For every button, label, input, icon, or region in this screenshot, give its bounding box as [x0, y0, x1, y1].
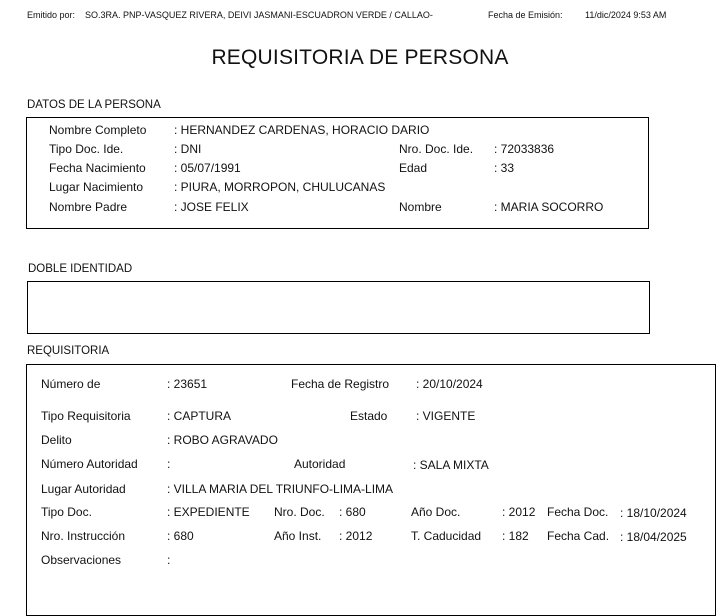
- numero-value: : 23651: [167, 377, 208, 391]
- edad-label: Edad: [399, 161, 428, 175]
- tipo-requisitoria-value: : CAPTURA: [167, 409, 232, 423]
- tipo-requisitoria-label: Tipo Requisitoria: [41, 409, 131, 423]
- delito-label: Delito: [41, 433, 72, 447]
- emitido-value: SO.3RA. PNP-VASQUEZ RIVERA, DEIVI JASMANI-ESCUADRON VERDE / CALLAO-: [85, 10, 433, 20]
- nro-instruccion-label: Nro. Instrucción: [41, 529, 126, 543]
- nombre-padre-value: : JOSE FELIX: [174, 200, 249, 214]
- fecha-emision-value: 11/dic/2024 9:53 AM: [585, 10, 667, 20]
- nombre-completo-label: Nombre Completo: [49, 123, 147, 137]
- t-caducidad-label: T. Caducidad: [411, 529, 482, 543]
- requisitoria-box: [26, 364, 716, 616]
- nro-doc-req-label: Nro. Doc.: [274, 505, 325, 519]
- estado-label: Estado: [350, 409, 388, 423]
- fecha-doc-value: : 18/10/2024: [620, 506, 687, 520]
- observaciones-value: :: [167, 553, 171, 567]
- tipo-doc-req-value: : EXPEDIENTE: [167, 505, 250, 519]
- numero-autoridad-label: Número Autoridad: [41, 457, 138, 471]
- section-title-persona: DATOS DE LA PERSONA: [27, 99, 161, 111]
- anio-doc-value: : 2012: [502, 505, 536, 519]
- tipo-doc-value: : DNI: [174, 142, 202, 156]
- nro-doc-req-value: : 680: [339, 505, 366, 519]
- fecha-nacimiento-value: : 05/07/1991: [174, 161, 241, 175]
- page-title: REQUISITORIA DE PERSONA: [211, 46, 509, 69]
- fecha-nacimiento-label: Fecha Nacimiento: [49, 161, 146, 175]
- numero-autoridad-value: :: [167, 457, 171, 471]
- t-caducidad-value: : 182: [502, 529, 529, 543]
- lugar-nacimiento-label: Lugar Nacimiento: [49, 180, 144, 194]
- section-title-doble-identidad: DOBLE IDENTIDAD: [28, 263, 133, 275]
- estado-value: : VIGENTE: [416, 409, 476, 423]
- nro-doc-value: : 72033836: [494, 142, 555, 156]
- anio-inst-label: Año Inst.: [274, 529, 322, 543]
- fecha-registro-value: : 20/10/2024: [416, 377, 483, 391]
- numero-label: Número de: [41, 377, 101, 391]
- nombre-madre-value: : MARIA SOCORRO: [494, 200, 604, 214]
- tipo-doc-label: Tipo Doc. Ide.: [49, 142, 124, 156]
- tipo-doc-req-label: Tipo Doc.: [41, 505, 92, 519]
- emitido-label: Emitido por:: [27, 10, 76, 20]
- delito-value: : ROBO AGRAVADO: [167, 433, 278, 447]
- fecha-cad-label: Fecha Cad.: [547, 529, 610, 543]
- lugar-nacimiento-value: : PIURA, MORROPON, CHULUCANAS: [174, 180, 386, 194]
- section-title-requisitoria: REQUISITORIA: [27, 345, 110, 357]
- autoridad-value: : SALA MIXTA: [413, 458, 489, 472]
- observaciones-label: Observaciones: [41, 553, 122, 567]
- nombre-padre-label: Nombre Padre: [49, 200, 128, 214]
- lugar-autoridad-label: Lugar Autoridad: [41, 482, 126, 496]
- edad-value: : 33: [494, 161, 515, 175]
- lugar-autoridad-value: : VILLA MARIA DEL TRIUNFO-LIMA-LIMA: [167, 482, 394, 496]
- nro-doc-label: Nro. Doc. Ide.: [399, 142, 474, 156]
- persona-box: [26, 117, 649, 229]
- doble-identidad-box: [27, 281, 650, 334]
- anio-inst-value: : 2012: [339, 529, 373, 543]
- autoridad-label: Autoridad: [294, 457, 346, 471]
- fecha-registro-label: Fecha de Registro: [291, 377, 390, 391]
- nombre-madre-label: Nombre: [399, 200, 442, 214]
- anio-doc-label: Año Doc.: [411, 505, 461, 519]
- fecha-emision-label: Fecha de Emisión:: [488, 10, 563, 20]
- fecha-doc-label: Fecha Doc.: [547, 505, 609, 519]
- nro-instruccion-value: : 680: [167, 529, 194, 543]
- fecha-cad-value: : 18/04/2025: [620, 530, 687, 544]
- nombre-completo-value: : HERNANDEZ CARDENAS, HORACIO DARIO: [174, 123, 430, 137]
